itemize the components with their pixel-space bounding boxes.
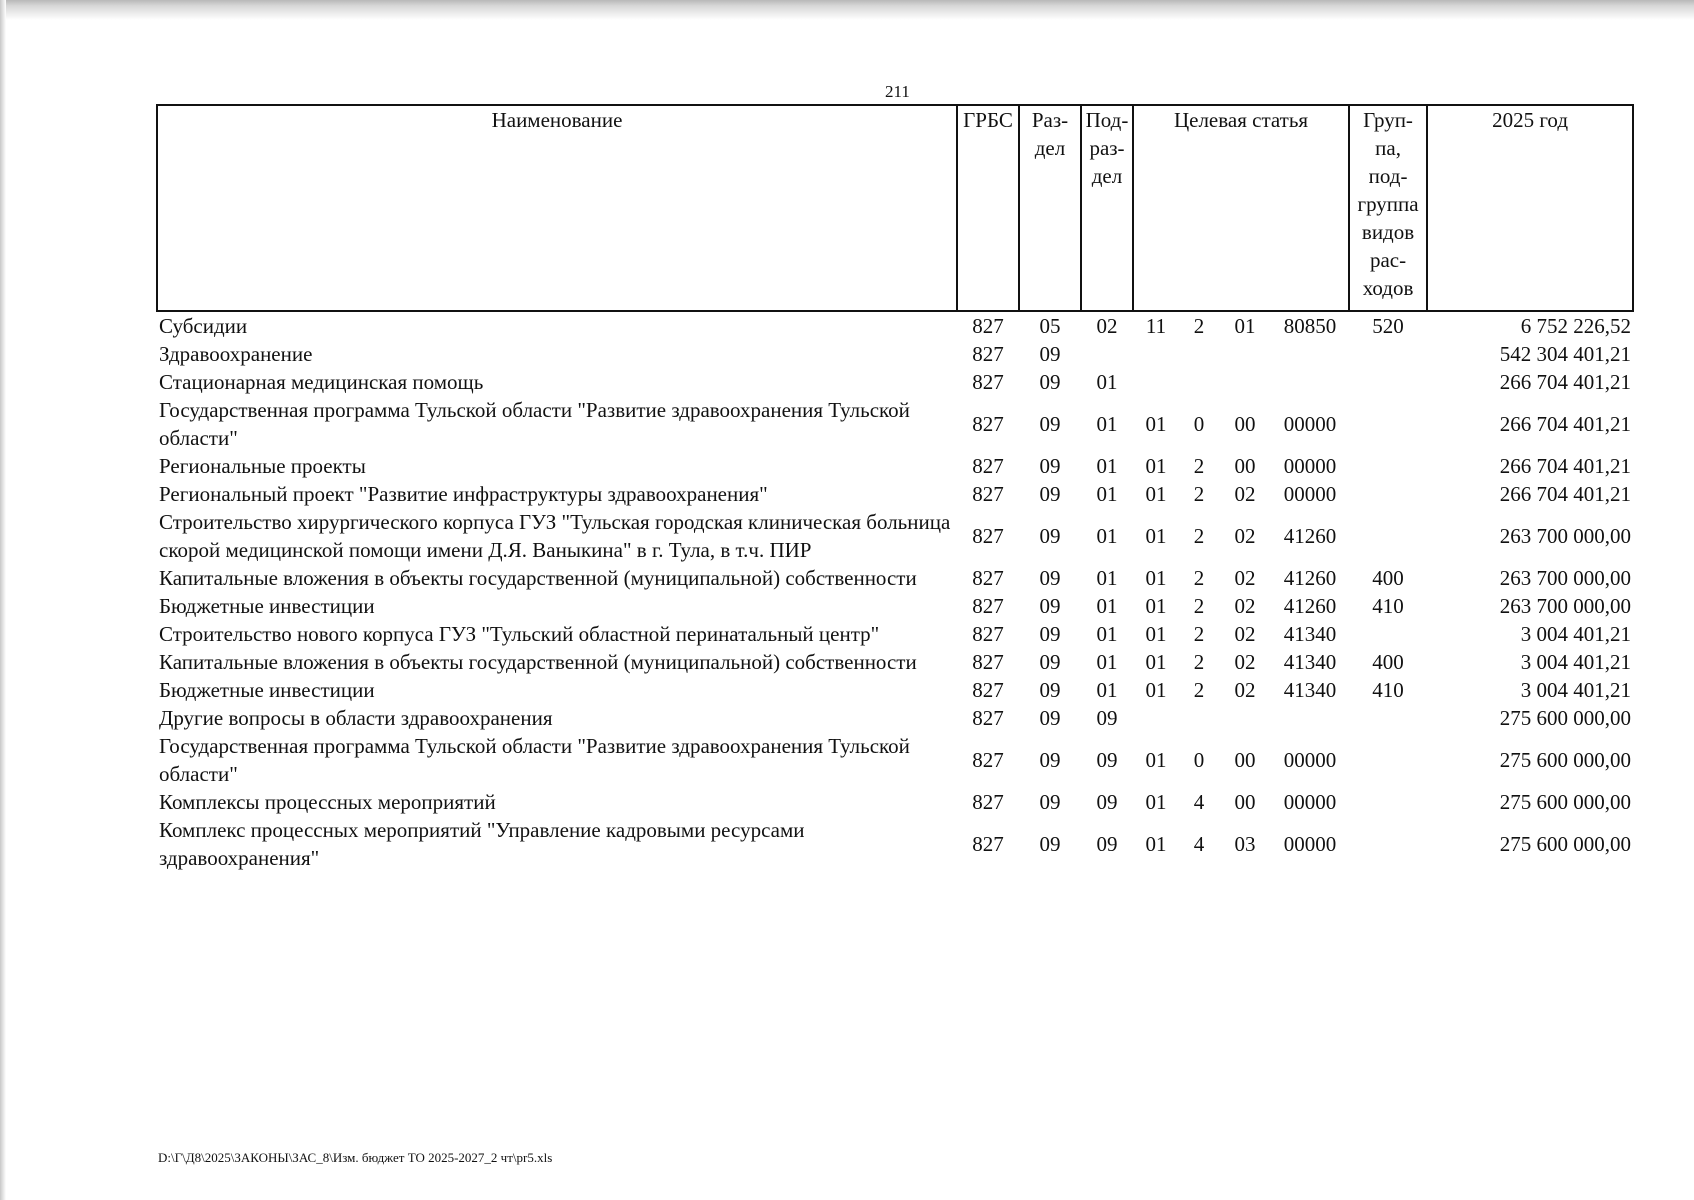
cell-razdel: 09 [1039, 370, 1061, 394]
cell-amount: 3 004 401,21 [1520, 650, 1632, 674]
cell-razdel: 09 [1039, 832, 1061, 856]
cell-target-program: 01 [1145, 790, 1167, 814]
cell-expense-group [1349, 452, 1427, 480]
cell-grbs: 827 [972, 314, 1004, 338]
cell-grbs: 827 [972, 594, 1004, 618]
header-year-2025: 2025 год [1427, 105, 1633, 311]
cell-name: Государственная программа Тульской области "Развитие здравоохранения Тульской области" [159, 398, 910, 450]
cell-target-direction: 00000 [1283, 790, 1337, 814]
cell-name: Другие вопросы в области здравоохранения [159, 706, 553, 730]
cell-amount: 263 700 000,00 [1499, 566, 1632, 590]
table-row [157, 592, 1633, 620]
cell-grbs: 827 [972, 650, 1004, 674]
cell-grbs: 827 [972, 706, 1004, 730]
cell-target-structural: 02 [1234, 650, 1256, 674]
table-row [157, 508, 1633, 564]
cell-podrazdel: 09 [1096, 706, 1118, 730]
cell-target-type: 2 [1193, 314, 1205, 338]
cell-expense-group: 410 [1372, 678, 1404, 702]
cell-target-direction: 41340 [1283, 650, 1337, 674]
cell-podrazdel: 01 [1096, 454, 1118, 478]
cell-grbs: 827 [972, 566, 1004, 590]
cell-target-direction [1271, 368, 1349, 396]
cell-target-type: 2 [1193, 566, 1205, 590]
cell-grbs: 827 [972, 622, 1004, 646]
table-header [157, 105, 1633, 311]
cell-target-direction [1271, 704, 1349, 732]
cell-name: Субсидии [159, 314, 248, 338]
cell-target-structural: 00 [1234, 790, 1256, 814]
cell-target-type [1179, 368, 1219, 396]
scan-edge-top [0, 0, 1694, 22]
header-grbs: ГРБС [957, 105, 1019, 311]
header-razdel: Раз- дел [1019, 105, 1081, 311]
cell-grbs: 827 [972, 454, 1004, 478]
cell-amount: 263 700 000,00 [1499, 594, 1632, 618]
cell-razdel: 09 [1039, 412, 1061, 436]
cell-target-type [1179, 340, 1219, 368]
cell-target-type: 0 [1193, 412, 1205, 436]
cell-target-type [1179, 704, 1219, 732]
cell-target-type: 2 [1193, 650, 1205, 674]
cell-target-direction: 41340 [1283, 678, 1337, 702]
cell-name: Капитальные вложения в объекты государственной (муниципальной) собственности [159, 566, 917, 590]
cell-target-program [1133, 368, 1179, 396]
cell-expense-group [1349, 704, 1427, 732]
cell-podrazdel: 09 [1096, 832, 1118, 856]
table-body [157, 311, 1633, 872]
cell-grbs: 827 [972, 342, 1004, 366]
cell-podrazdel: 01 [1096, 482, 1118, 506]
cell-name: Бюджетные инвестиции [159, 678, 375, 702]
cell-expense-group: 410 [1372, 594, 1404, 618]
cell-grbs: 827 [972, 832, 1004, 856]
cell-grbs: 827 [972, 370, 1004, 394]
cell-name: Бюджетные инвестиции [159, 594, 375, 618]
cell-target-program: 01 [1145, 594, 1167, 618]
cell-podrazdel: 01 [1096, 678, 1118, 702]
cell-grbs: 827 [972, 482, 1004, 506]
cell-expense-group [1349, 396, 1427, 452]
cell-name: Строительство нового корпуса ГУЗ "Тульский областной перинатальный центр" [159, 622, 880, 646]
cell-target-structural: 02 [1234, 524, 1256, 548]
cell-razdel: 09 [1039, 650, 1061, 674]
cell-razdel: 09 [1039, 454, 1061, 478]
table-row [157, 704, 1633, 732]
cell-target-direction: 00000 [1283, 832, 1337, 856]
footer-file-path: D:\Г\Д8\2025\ЗАКОНЫ\ЗАС_8\Изм. бюджет ТО 2025-2027_2 чт\pr5.xls [158, 1150, 553, 1165]
scan-edge-left [0, 0, 6, 1200]
cell-amount: 3 004 401,21 [1520, 622, 1632, 646]
cell-target-program: 01 [1145, 622, 1167, 646]
cell-expense-group [1349, 732, 1427, 788]
header-target-article: Целевая статья [1133, 105, 1349, 311]
cell-target-program: 01 [1145, 454, 1167, 478]
cell-podrazdel: 01 [1096, 566, 1118, 590]
cell-target-structural: 00 [1234, 454, 1256, 478]
cell-target-program [1133, 704, 1179, 732]
cell-razdel: 09 [1039, 678, 1061, 702]
header-expense-group: Груп- па, под- группа видов рас- ходов [1349, 105, 1427, 311]
cell-podrazdel: 01 [1096, 412, 1118, 436]
header-name: Наименование [157, 105, 957, 311]
cell-target-structural [1219, 704, 1271, 732]
cell-podrazdel: 01 [1096, 524, 1118, 548]
cell-amount: 3 004 401,21 [1520, 678, 1632, 702]
cell-target-program: 01 [1145, 524, 1167, 548]
cell-target-structural: 02 [1234, 622, 1256, 646]
cell-target-type: 2 [1193, 454, 1205, 478]
cell-target-direction: 00000 [1283, 454, 1337, 478]
cell-target-program: 01 [1145, 748, 1167, 772]
table-row [157, 732, 1633, 788]
cell-amount: 266 704 401,21 [1499, 454, 1632, 478]
table-row [157, 396, 1633, 452]
cell-name: Капитальные вложения в объекты государственной (муниципальной) собственности [159, 650, 917, 674]
cell-target-structural: 02 [1234, 594, 1256, 618]
cell-podrazdel [1081, 340, 1133, 368]
cell-expense-group [1349, 480, 1427, 508]
page-number: 211 [885, 82, 910, 101]
cell-podrazdel: 02 [1096, 314, 1118, 338]
cell-target-type: 2 [1193, 622, 1205, 646]
cell-target-type: 2 [1193, 524, 1205, 548]
cell-razdel: 09 [1039, 706, 1061, 730]
cell-expense-group: 520 [1372, 314, 1404, 338]
cell-target-program: 01 [1145, 412, 1167, 436]
cell-grbs: 827 [972, 678, 1004, 702]
cell-target-direction: 41260 [1283, 566, 1337, 590]
cell-target-type: 4 [1193, 832, 1205, 856]
cell-podrazdel: 01 [1096, 594, 1118, 618]
cell-target-structural: 02 [1234, 678, 1256, 702]
cell-amount: 275 600 000,00 [1499, 706, 1632, 730]
cell-razdel: 09 [1039, 748, 1061, 772]
cell-amount: 266 704 401,21 [1499, 412, 1632, 436]
table-row [157, 480, 1633, 508]
cell-target-structural: 00 [1234, 748, 1256, 772]
table-row [157, 648, 1633, 676]
table-row [157, 788, 1633, 816]
cell-expense-group [1349, 368, 1427, 396]
cell-razdel: 09 [1039, 594, 1061, 618]
cell-grbs: 827 [972, 748, 1004, 772]
cell-podrazdel: 01 [1096, 370, 1118, 394]
cell-name: Здравоохранение [159, 342, 313, 366]
cell-amount: 275 600 000,00 [1499, 832, 1632, 856]
cell-amount: 266 704 401,21 [1499, 482, 1632, 506]
cell-target-direction: 41260 [1283, 524, 1337, 548]
cell-amount: 275 600 000,00 [1499, 790, 1632, 814]
cell-razdel: 09 [1039, 790, 1061, 814]
cell-expense-group [1349, 816, 1427, 872]
table-row [157, 311, 1633, 340]
cell-expense-group [1349, 340, 1427, 368]
cell-razdel: 05 [1039, 314, 1061, 338]
cell-target-direction [1271, 340, 1349, 368]
cell-name: Государственная программа Тульской области "Развитие здравоохранения Тульской области" [159, 734, 910, 786]
cell-grbs: 827 [972, 412, 1004, 436]
cell-name: Региональный проект "Развитие инфраструктуры здравоохранения" [159, 482, 768, 506]
cell-razdel: 09 [1039, 622, 1061, 646]
cell-target-program [1133, 340, 1179, 368]
cell-target-type: 2 [1193, 678, 1205, 702]
cell-target-structural: 00 [1234, 412, 1256, 436]
cell-target-type: 0 [1193, 748, 1205, 772]
cell-expense-group [1349, 788, 1427, 816]
cell-amount: 542 304 401,21 [1499, 342, 1632, 366]
cell-target-direction: 00000 [1283, 412, 1337, 436]
cell-name: Стационарная медицинская помощь [159, 370, 484, 394]
cell-amount: 6 752 226,52 [1520, 314, 1632, 338]
cell-podrazdel: 09 [1096, 748, 1118, 772]
cell-razdel: 09 [1039, 566, 1061, 590]
cell-razdel: 09 [1039, 342, 1061, 366]
cell-target-type: 4 [1193, 790, 1205, 814]
cell-grbs: 827 [972, 524, 1004, 548]
cell-target-structural [1219, 340, 1271, 368]
cell-razdel: 09 [1039, 482, 1061, 506]
cell-razdel: 09 [1039, 524, 1061, 548]
table-row [157, 676, 1633, 704]
table-row [157, 340, 1633, 368]
cell-target-structural: 02 [1234, 482, 1256, 506]
cell-amount: 275 600 000,00 [1499, 748, 1632, 772]
cell-name: Строительство хирургического корпуса ГУЗ "Тульская городская клиническая больница скорой медицинской помощи имени Д.Я. Ваныкина" в г. Тула, в т.ч. ПИР [159, 510, 951, 562]
cell-expense-group [1349, 508, 1427, 564]
cell-target-program: 01 [1145, 832, 1167, 856]
cell-target-direction: 41260 [1283, 594, 1337, 618]
cell-target-type: 2 [1193, 594, 1205, 618]
cell-target-program: 11 [1145, 314, 1167, 338]
cell-expense-group: 400 [1372, 650, 1404, 674]
cell-podrazdel: 01 [1096, 650, 1118, 674]
cell-expense-group: 400 [1372, 566, 1404, 590]
table-row [157, 564, 1633, 592]
cell-name: Региональные проекты [159, 454, 366, 478]
header-podrazdel: Под- раз- дел [1081, 105, 1133, 311]
cell-target-program: 01 [1145, 482, 1167, 506]
cell-podrazdel: 01 [1096, 622, 1118, 646]
cell-grbs: 827 [972, 790, 1004, 814]
cell-target-structural: 03 [1234, 832, 1256, 856]
cell-target-direction: 00000 [1283, 482, 1337, 506]
table-row [157, 620, 1633, 648]
budget-table [156, 104, 1634, 872]
cell-target-direction: 41340 [1283, 622, 1337, 646]
cell-expense-group [1349, 620, 1427, 648]
cell-target-structural: 02 [1234, 566, 1256, 590]
cell-name: Комплекс процессных мероприятий "Управление кадровыми ресурсами здравоохранения" [159, 818, 805, 870]
cell-target-type: 2 [1193, 482, 1205, 506]
cell-amount: 266 704 401,21 [1499, 370, 1632, 394]
cell-target-direction: 00000 [1283, 748, 1337, 772]
cell-target-direction: 80850 [1283, 314, 1337, 338]
table-row [157, 816, 1633, 872]
cell-name: Комплексы процессных мероприятий [159, 790, 496, 814]
cell-amount: 263 700 000,00 [1499, 524, 1632, 548]
cell-target-program: 01 [1145, 566, 1167, 590]
table-row [157, 368, 1633, 396]
cell-target-structural [1219, 368, 1271, 396]
cell-target-program: 01 [1145, 650, 1167, 674]
table-row [157, 452, 1633, 480]
cell-target-program: 01 [1145, 678, 1167, 702]
cell-podrazdel: 09 [1096, 790, 1118, 814]
cell-target-structural: 01 [1234, 314, 1256, 338]
